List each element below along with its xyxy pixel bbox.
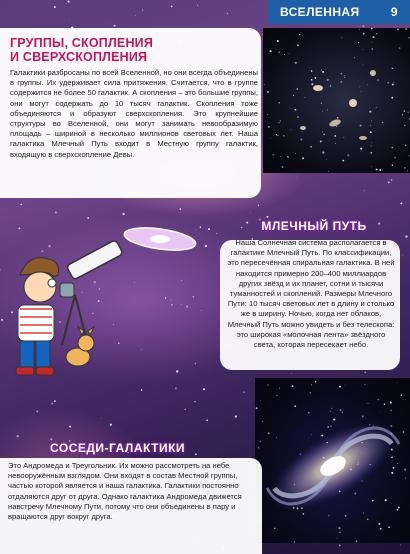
neighbors-paragraph: Это Андромеда и Треугольник. Их можно рассмотреть на небе невооружённым взглядом. Они входят в состав Местной группы, частью которой является и наша галактика. Галактики постоянно отдаляются друг от друга. Однако галактика Андромеда движется навстречу Млечному Пути, потому что они объединены в пару и вращаются друг вокруг друга.: [8, 461, 242, 522]
groups-heading-line2: И СВЕРХСКОПЛЕНИЯ: [10, 50, 148, 64]
page-number: 9: [390, 5, 398, 19]
section-title: ВСЕЛЕННАЯ: [280, 5, 360, 19]
dog-drawing: [66, 327, 94, 366]
milky-way-paragraph: Наша Солнечная система располагается в галактике Млечный Путь. По классификации, это пересечённая спиральная галактика. В ней находится примерно 200–400 миллиардов других звёзд и их планет, сотни и тысячи туманностей и скоплений. Размеры Млечного Пути: 10 тысяч световых лет в длину и столько же в ширину. Ночью, когда нет облаков, Млечный Путь можно увидеть и без телескопа: это широкая «молочная лента» звёздного света, которая пересекает небо.: [227, 238, 395, 350]
small-galaxy-drawing: [123, 225, 197, 254]
groups-heading: [10, 36, 250, 64]
neighbors-heading: СОСЕДИ-ГАЛАКТИКИ: [50, 441, 186, 455]
boy-drawing: [16, 258, 59, 375]
section-header: [268, 0, 410, 24]
galaxy-cluster-photo: [263, 28, 410, 173]
milky-way-heading: МЛЕЧНЫЙ ПУТЬ: [261, 219, 367, 233]
groups-paragraph: Галактики разбросаны по всей Вселенной, но они всегда объединены в группы. Их удерживает сила притяжения. Считается, что в группе содержится не более 50 галактик. А скопления – это большие группы, они могут содержать до 10 тысяч галактик. Скопления тоже объединяются и образуют сверхскопления. Это крупнейшие структуры во Вселенной, они могут занимать невообразимую площадь – шириной в несколько миллионов световых лет. Наша галактика Млечный Путь входит в Местную группу галактик, входящую в сверхскопление Девы.: [10, 68, 258, 159]
groups-heading-line1: ГРУППЫ, СКОПЛЕНИЯ: [10, 36, 154, 50]
boy-telescope-illustration: [0, 225, 230, 385]
spiral-galaxy-photo: [255, 378, 410, 543]
